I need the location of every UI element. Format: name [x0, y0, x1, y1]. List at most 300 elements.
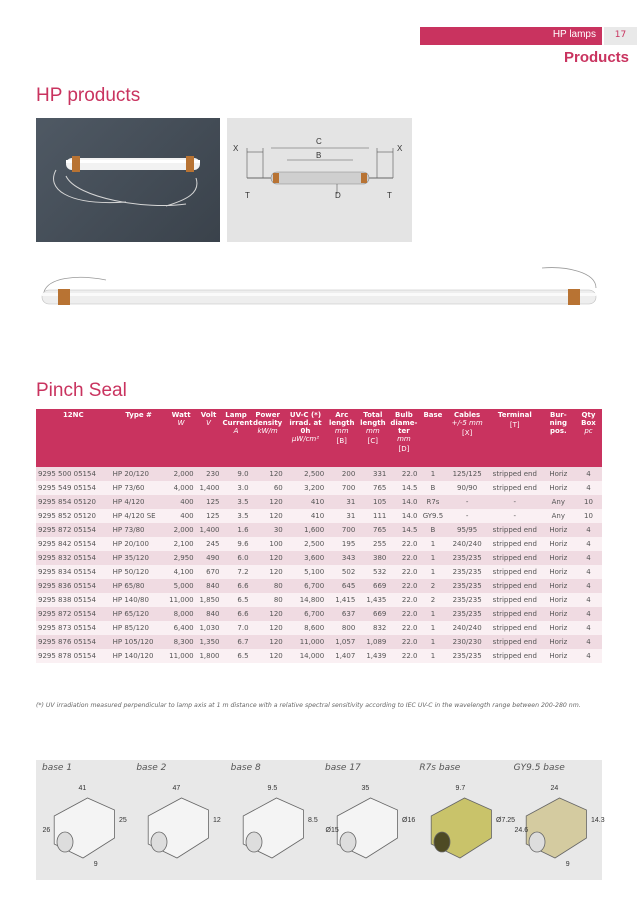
column-header-label: UV-C (*) irrad. at 0h: [289, 411, 322, 435]
table-cell: 400: [167, 495, 196, 509]
table-cell: 9295 878 05154: [36, 649, 111, 663]
dimension-label-t-right: T: [387, 191, 392, 200]
page-number: 17: [614, 30, 627, 40]
table-cell: 3,200: [285, 481, 326, 495]
table-cell: 120: [251, 551, 285, 565]
table-cell: 3,600: [285, 551, 326, 565]
table-cell: 1: [419, 537, 446, 551]
table-cell: Horiz: [542, 621, 575, 635]
table-cell: 2: [419, 593, 446, 607]
table-cell: 7.2: [222, 565, 251, 579]
base-dimension: 24: [550, 785, 558, 792]
table-cell: 4: [575, 481, 602, 495]
table-cell: 6.5: [222, 649, 251, 663]
table-cell: 700: [326, 523, 357, 537]
table-cell: Horiz: [542, 537, 575, 551]
base-dimension: 14.3: [590, 817, 605, 824]
table-cell: 1: [419, 467, 446, 481]
table-row: [36, 467, 602, 481]
base-drawing: [510, 776, 605, 876]
table-cell: 22.0: [388, 635, 419, 649]
dimension-label-b: B: [316, 151, 322, 160]
table-cell: 840: [196, 607, 222, 621]
table-cell: stripped end: [488, 635, 542, 649]
table-cell: 380: [357, 551, 388, 565]
table-cell: 80: [251, 593, 285, 607]
table-cell: 5,100: [285, 565, 326, 579]
table-row: [36, 481, 602, 495]
table-cell: 125: [196, 495, 222, 509]
table-cell: stripped end: [488, 537, 542, 551]
column-header-unit: A: [233, 427, 239, 435]
table-cell: 4: [575, 537, 602, 551]
lamp-photo-illustration: [36, 118, 220, 242]
hp-products-title: HP products: [36, 85, 141, 106]
table-cell: 9295 872 05154: [36, 523, 111, 537]
table-cell: 230: [196, 467, 222, 481]
column-header: [111, 409, 167, 467]
base-dimension: 9.7: [455, 785, 466, 792]
base-drawing: [132, 776, 222, 876]
table-cell: 4: [575, 551, 602, 565]
long-lamp-photo: [36, 252, 602, 364]
table-cell: 637: [326, 607, 357, 621]
column-header-label: Bulb diame-ter: [390, 411, 418, 435]
table-row: [36, 537, 602, 551]
table-cell: 235/235: [446, 565, 487, 579]
table-cell: 5,000: [167, 579, 196, 593]
column-header-unit: mm: [334, 427, 349, 435]
table-cell: 670: [196, 565, 222, 579]
column-header: [167, 409, 196, 467]
table-cell: 100: [251, 537, 285, 551]
table-cell: Horiz: [542, 607, 575, 621]
column-header: [251, 409, 285, 467]
table-cell: 8,000: [167, 607, 196, 621]
table-cell: 95/95: [446, 523, 487, 537]
table-cell: 4: [575, 649, 602, 663]
dimension-label-x-right: X: [397, 144, 403, 153]
table-cell: HP 65/80: [111, 579, 167, 593]
table-cell: 2,100: [167, 537, 196, 551]
table-cell: 22.0: [388, 607, 419, 621]
table-cell: 1: [419, 551, 446, 565]
base-dimension: 9: [565, 861, 570, 868]
table-cell: 235/235: [446, 593, 487, 607]
table-cell: 4: [575, 621, 602, 635]
table-cell: 120: [251, 565, 285, 579]
column-header-unit: +/-5 mm: [451, 419, 483, 427]
column-header: [388, 409, 419, 467]
bases-panel: [36, 760, 605, 880]
table-cell: 120: [251, 649, 285, 663]
table-cell: 240/240: [446, 621, 487, 635]
table-cell: 6.7: [222, 635, 251, 649]
table-cell: 1,057: [326, 635, 357, 649]
column-header-label: 12NC: [62, 411, 84, 419]
table-row: [36, 495, 602, 509]
table-cell: HP 50/120: [111, 565, 167, 579]
table-cell: 2,000: [167, 467, 196, 481]
table-cell: Horiz: [542, 565, 575, 579]
column-header-unit: µW/cm²: [291, 435, 320, 443]
table-cell: Horiz: [542, 593, 575, 607]
table-cell: 9295 549 05154: [36, 481, 111, 495]
table-row: [36, 509, 602, 523]
table-cell: 9295 854 05120: [36, 495, 111, 509]
table-cell: 1,415: [326, 593, 357, 607]
column-header: [285, 409, 326, 467]
table-cell: 410: [285, 509, 326, 523]
column-header-ref: [B]: [336, 437, 347, 445]
table-cell: 235/235: [446, 649, 487, 663]
table-cell: 1,400: [196, 523, 222, 537]
table-cell: 1,435: [357, 593, 388, 607]
base-dimension: 26: [42, 827, 51, 834]
table-cell: 700: [326, 481, 357, 495]
table-cell: 840: [196, 579, 222, 593]
table-cell: 11,000: [167, 593, 196, 607]
table-cell: 200: [326, 467, 357, 481]
table-cell: 9295 852 05120: [36, 509, 111, 523]
base-label: base 8: [230, 763, 261, 773]
table-cell: HP 85/120: [111, 621, 167, 635]
table-row: [36, 593, 602, 607]
table-cell: 1,850: [196, 593, 222, 607]
table-cell: 111: [357, 509, 388, 523]
column-header: [36, 409, 111, 467]
column-header-label: Type #: [125, 411, 152, 419]
table-cell: HP 20/120: [111, 467, 167, 481]
dimension-label-x-left: X: [233, 144, 239, 153]
table-cell: 1: [419, 607, 446, 621]
table-header-row: [36, 409, 602, 467]
table-cell: 22.0: [388, 537, 419, 551]
table-cell: 765: [357, 523, 388, 537]
column-header: [575, 409, 602, 467]
table-cell: 235/235: [446, 579, 487, 593]
column-header: [419, 409, 446, 467]
table-cell: Horiz: [542, 467, 575, 481]
table-cell: 765: [357, 481, 388, 495]
table-cell: 6.6: [222, 607, 251, 621]
table-cell: 1,407: [326, 649, 357, 663]
table-cell: 9295 876 05154: [36, 635, 111, 649]
table-cell: 3.5: [222, 495, 251, 509]
table-cell: 10: [575, 509, 602, 523]
table-cell: 14.5: [388, 523, 419, 537]
column-header-label: Terminal: [497, 411, 532, 419]
dimension-label-c: C: [316, 137, 322, 146]
table-cell: 9295 872 05154: [36, 607, 111, 621]
table-cell: HP 140/120: [111, 649, 167, 663]
table-cell: 125/125: [446, 467, 487, 481]
table-cell: 4,100: [167, 565, 196, 579]
base-dimension: 12: [213, 817, 222, 824]
table-cell: stripped end: [488, 621, 542, 635]
table-cell: 22.0: [388, 593, 419, 607]
table-cell: Any: [542, 509, 575, 523]
table-cell: 4: [575, 593, 602, 607]
table-cell: HP 4/120: [111, 495, 167, 509]
table-cell: 22.0: [388, 579, 419, 593]
spec-table: [36, 409, 602, 663]
table-cell: 1,350: [196, 635, 222, 649]
base-label: base 1: [42, 763, 73, 773]
dimension-drawing: [227, 118, 412, 242]
base-label: base 2: [136, 763, 167, 773]
table-cell: 400: [167, 509, 196, 523]
base-label: R7s base: [419, 763, 461, 773]
column-header: [326, 409, 357, 467]
table-cell: 9.0: [222, 467, 251, 481]
table-cell: 6,700: [285, 607, 326, 621]
table-cell: B: [419, 523, 446, 537]
base-drawing: [38, 776, 128, 876]
table-cell: 645: [326, 579, 357, 593]
table-cell: 30: [251, 523, 285, 537]
table-cell: 120: [251, 635, 285, 649]
base-drawing: [321, 776, 416, 876]
base-drawing: [415, 776, 516, 876]
table-cell: 6.6: [222, 579, 251, 593]
table-cell: 2,500: [285, 467, 326, 481]
column-header-label: Cables: [454, 411, 481, 419]
table-cell: stripped end: [488, 523, 542, 537]
column-header-label: Power density: [253, 411, 283, 427]
table-cell: 1,439: [357, 649, 388, 663]
column-header-unit: W: [177, 419, 185, 427]
section-header-label: HP lamps: [552, 29, 596, 40]
table-cell: 235/235: [446, 607, 487, 621]
base-dimension: Ø7.25: [496, 817, 516, 824]
table-cell: 1,400: [196, 481, 222, 495]
table-cell: -: [446, 495, 487, 509]
table-cell: 22.0: [388, 649, 419, 663]
column-header-ref: [D]: [398, 445, 410, 453]
table-cell: 6.0: [222, 551, 251, 565]
table-cell: 120: [251, 495, 285, 509]
long-lamp-illustration: [36, 252, 602, 364]
table-cell: -: [488, 495, 542, 509]
table-cell: 1.6: [222, 523, 251, 537]
table-cell: 410: [285, 495, 326, 509]
table-cell: Horiz: [542, 649, 575, 663]
table-cell: 1,089: [357, 635, 388, 649]
column-header: [357, 409, 388, 467]
table-cell: 9295 838 05154: [36, 593, 111, 607]
table-cell: 60: [251, 481, 285, 495]
base-dimension: 9.5: [267, 785, 277, 792]
table-cell: 1,600: [285, 523, 326, 537]
base-drawing: [227, 776, 317, 876]
table-cell: 8,300: [167, 635, 196, 649]
table-cell: 4: [575, 467, 602, 481]
table-cell: 14,800: [285, 593, 326, 607]
table-cell: 120: [251, 467, 285, 481]
table-row: [36, 551, 602, 565]
table-cell: 3.0: [222, 481, 251, 495]
column-header-ref: [C]: [367, 437, 378, 445]
table-cell: 1: [419, 621, 446, 635]
table-cell: 14.0: [388, 509, 419, 523]
table-cell: 255: [357, 537, 388, 551]
table-cell: 1: [419, 635, 446, 649]
base-dimension: 8.5: [307, 817, 318, 824]
table-cell: 120: [251, 621, 285, 635]
base-dimension: Ø15: [325, 827, 339, 834]
table-cell: 4: [575, 579, 602, 593]
column-header-unit: pc: [584, 427, 593, 435]
column-header: [446, 409, 487, 467]
table-row: [36, 579, 602, 593]
table-cell: HP 73/80: [111, 523, 167, 537]
page-number-box: [604, 27, 637, 45]
table-row: [36, 621, 602, 635]
column-header: [196, 409, 222, 467]
table-cell: 90/90: [446, 481, 487, 495]
column-header-ref: [T]: [509, 421, 520, 429]
table-cell: 22.0: [388, 467, 419, 481]
table-cell: 1,800: [196, 649, 222, 663]
table-cell: 80: [251, 579, 285, 593]
table-cell: 14.5: [388, 481, 419, 495]
column-header-label: Arc length: [328, 411, 355, 427]
table-cell: 120: [251, 607, 285, 621]
category-heading: Products: [563, 49, 629, 66]
base-dimension: 9: [93, 861, 98, 868]
table-cell: stripped end: [488, 481, 542, 495]
table-cell: Horiz: [542, 635, 575, 649]
table-cell: 245: [196, 537, 222, 551]
dimension-drawing-art: [227, 118, 412, 242]
dimension-label-d: D: [335, 191, 341, 200]
base-label: GY9.5 base: [513, 763, 565, 773]
base-label: base 17: [325, 763, 361, 773]
table-cell: 240/240: [446, 537, 487, 551]
table-cell: 22.0: [388, 551, 419, 565]
table-cell: 7.0: [222, 621, 251, 635]
table-row: [36, 649, 602, 663]
table-cell: 532: [357, 565, 388, 579]
table-cell: Horiz: [542, 551, 575, 565]
column-header-label: Lamp Current: [222, 411, 253, 427]
table-cell: 6.5: [222, 593, 251, 607]
table-cell: 4: [575, 523, 602, 537]
table-cell: 2,500: [285, 537, 326, 551]
base-dimension: 24.6: [514, 827, 528, 834]
table-cell: 9295 873 05154: [36, 621, 111, 635]
table-row: [36, 523, 602, 537]
table-cell: HP 65/120: [111, 607, 167, 621]
table-cell: B: [419, 481, 446, 495]
table-cell: 800: [326, 621, 357, 635]
table-cell: 4: [575, 607, 602, 621]
table-cell: 235/235: [446, 551, 487, 565]
table-cell: 1: [419, 565, 446, 579]
table-cell: 105: [357, 495, 388, 509]
lamp-photo: [36, 118, 220, 242]
table-cell: 1,030: [196, 621, 222, 635]
table-cell: 31: [326, 509, 357, 523]
base-dimension: Ø16: [402, 817, 416, 824]
table-cell: 9295 834 05154: [36, 565, 111, 579]
table-cell: 4,000: [167, 481, 196, 495]
table-cell: 6,400: [167, 621, 196, 635]
table-cell: -: [488, 509, 542, 523]
table-cell: Horiz: [542, 523, 575, 537]
table-cell: 502: [326, 565, 357, 579]
table-cell: 31: [326, 495, 357, 509]
table-cell: stripped end: [488, 579, 542, 593]
table-cell: 2,000: [167, 523, 196, 537]
column-header: [542, 409, 575, 467]
table-cell: 9295 842 05154: [36, 537, 111, 551]
table-cell: 22.0: [388, 565, 419, 579]
column-header-unit: mm: [397, 435, 411, 443]
base-dimension: 41: [78, 785, 87, 792]
table-cell: HP 73/60: [111, 481, 167, 495]
column-header: [222, 409, 251, 467]
table-cell: stripped end: [488, 467, 542, 481]
table-cell: 6,700: [285, 579, 326, 593]
table-cell: stripped end: [488, 593, 542, 607]
table-cell: 9295 836 05154: [36, 579, 111, 593]
table-cell: 343: [326, 551, 357, 565]
table-cell: 4: [575, 635, 602, 649]
uv-footnote: (*) UV irradiation measured perpendicular to lamp axis at 1 m distance with a relative spectral sensitivity according to IEC UV-C in the wavelength range between 200-280 nm.: [36, 702, 581, 709]
column-header-unit: kW/m: [257, 427, 278, 435]
table-cell: HP 20/100: [111, 537, 167, 551]
table-cell: stripped end: [488, 551, 542, 565]
table-cell: stripped end: [488, 649, 542, 663]
column-header-label: Total length: [360, 411, 386, 427]
table-cell: HP 140/80: [111, 593, 167, 607]
table-cell: 832: [357, 621, 388, 635]
column-header: [488, 409, 542, 467]
table-cell: 22.0: [388, 621, 419, 635]
table-cell: 2: [419, 579, 446, 593]
column-header-ref: [X]: [462, 429, 473, 437]
table-cell: 10: [575, 495, 602, 509]
table-cell: 14.0: [388, 495, 419, 509]
table-cell: Horiz: [542, 579, 575, 593]
table-cell: HP 4/120 SE: [111, 509, 167, 523]
table-cell: 331: [357, 467, 388, 481]
table-cell: R7s: [419, 495, 446, 509]
table-cell: stripped end: [488, 565, 542, 579]
column-header-label: Watt: [171, 411, 191, 419]
column-header-label: Volt: [200, 411, 217, 419]
table-cell: 9.6: [222, 537, 251, 551]
column-header-label: Qty Box: [581, 411, 596, 427]
dimension-label-t-left: T: [245, 191, 250, 200]
table-cell: 9295 832 05154: [36, 551, 111, 565]
table-cell: stripped end: [488, 607, 542, 621]
table-cell: GY9.5: [419, 509, 446, 523]
base-dimension: 35: [361, 785, 370, 792]
table-cell: 125: [196, 509, 222, 523]
table-cell: 11,000: [167, 649, 196, 663]
table-row: [36, 565, 602, 579]
column-header-label: Bur-ning pos.: [549, 411, 568, 435]
column-header-unit: V: [206, 419, 211, 427]
table-cell: 14,000: [285, 649, 326, 663]
table-cell: 9295 500 05154: [36, 467, 111, 481]
table-cell: 3.5: [222, 509, 251, 523]
table-row: [36, 607, 602, 621]
table-cell: 669: [357, 607, 388, 621]
